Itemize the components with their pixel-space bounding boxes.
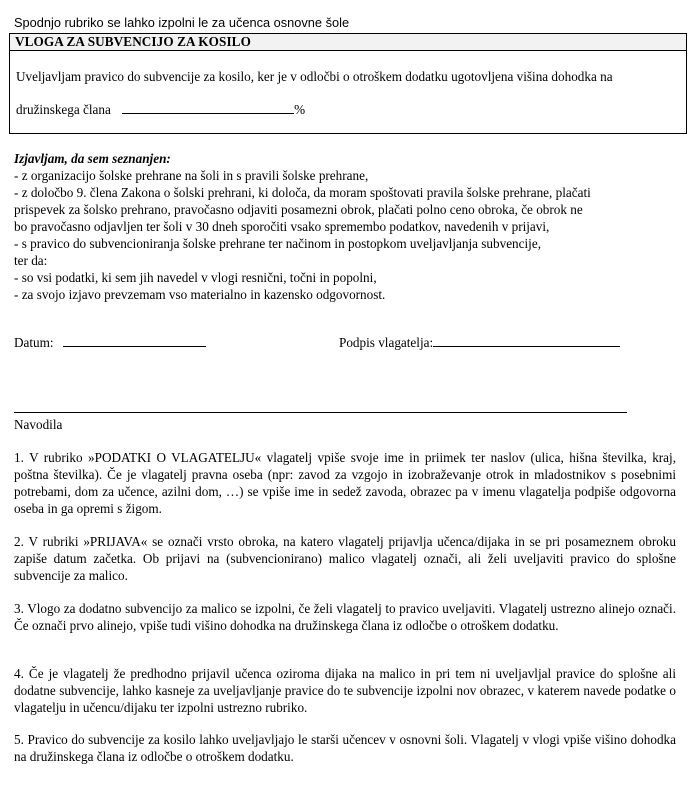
declaration-line: - za svojo izjavo prevzemam vso materialno in kazensko odgovornost.: [14, 287, 386, 302]
instructions-heading: Navodila: [14, 417, 63, 432]
date-field[interactable]: [63, 333, 206, 347]
declaration-section: [14, 150, 654, 303]
declaration-title: Izjavljam, da sem seznanjen:: [14, 151, 171, 166]
declaration-line: - s pravico do subvencioniranja šolske prehrane ter načinom in postopkom uveljavljanja subvencije,: [14, 236, 541, 251]
instruction-item: 3. Vlogo za dodatno subvencijo za malico se izpolni, če želi vlagatelj to pravico uveljaviti. Vlagatelj ustrezno alinejo označi. Če označi prvo alinejo, vpiše tudi višino dohodka na družinskega člana iz odločbe o otroškem dodatku.: [14, 601, 676, 633]
instruction-item: 1. V rubriko »PODATKI O VLAGATELJU« vlagatelj vpiše svoje ime in priimek ter naslov (ulica, hišna številka, kraj, poštna številka). Če je vlagatelj pravna oseba (npr: zavod za vzgojo in izobraževanje otrok in mladostnikov s posebnimi potrebami, dom za učence, azilni dom, …) se vpiše ime in sedež zavoda, obrazec pa v imenu vlagatelja podpiše odgovorna oseba in ga opremi s žigom.: [14, 450, 676, 516]
declaration-line: ter da:: [14, 253, 48, 268]
signature-field[interactable]: [433, 333, 620, 347]
declaration-line: bo pravočasno odjavljen ter šoli v 30 dneh sporočiti vsako spremembo podatkov, navedenih v prijavi,: [14, 219, 550, 234]
income-percent-field[interactable]: [122, 100, 294, 114]
instruction-item: 4. Če je vlagatelj že predhodno prijavil učenca oziroma dijaka na malico in pri tem ni uveljavljal pravice do splošne ali dodatne subvencije, lahko kasneje za uveljavljanje pravice do te subvencije izpolni nov obrazec, v katerem navede podatke o vlagatelju in učencu/dijaku ter izpolni ustrezno rubriko.: [14, 666, 676, 715]
date-label: Datum:: [14, 335, 54, 350]
instruction-item: 5. Pravico do subvencije za kosilo lahko uveljavljajo le starši učencev v osnovni šoli. Vlagatelj v vlogi vpiše višino dohodka na družinskega člana iz odločbe o otroškem dodatku.: [14, 732, 676, 764]
subsidy-box-title: VLOGA ZA SUBVENCIJO ZA KOSILO: [15, 34, 251, 49]
subsidy-box-header: [10, 34, 686, 51]
subsidy-statement: Uveljavljam pravico do subvencije za kosilo, ker je v odločbi o otroškem dodatku ugotovljena višina dohodka na: [16, 69, 613, 84]
separator-line: [14, 412, 627, 413]
declaration-line: prispevek za šolsko prehrano, pravočasno odjaviti posamezni obrok, plačati polno ceno obroka, če obrok ne: [14, 202, 583, 217]
declaration-line: - z organizacijo šolske prehrane na šoli in s pravili šolske prehrane,: [14, 168, 369, 183]
income-label: družinskega člana: [16, 102, 111, 117]
income-row: [16, 100, 305, 118]
declaration-line: - so vsi podatki, ki sem jih navedel v vlogi resnični, točni in popolni,: [14, 270, 377, 285]
date-row: [14, 333, 206, 351]
subsidy-box: [9, 33, 687, 134]
signature-label: Podpis vlagatelja:: [339, 335, 434, 350]
percent-sign: %: [294, 102, 306, 117]
top-note: Spodnjo rubriko se lahko izpolni le za učenca osnovne šole: [14, 15, 350, 30]
signature-row: [339, 333, 620, 351]
declaration-line: - z določbo 9. člena Zakona o šolski prehrani, ki določa, da moram spoštovati pravila šolske prehrane, plačati: [14, 185, 591, 200]
instruction-item: 2. V rubriki »PRIJAVA« se označi vrsto obroka, na katero vlagatelj prijavlja učenca/dijaka in se pri posameznem obroku zapiše datum začetka. Ob prijavi na (subvencionirano) malico vlagatelj označi, ali želi uveljaviti pravico do splošne subvencije za malico.: [14, 534, 676, 583]
